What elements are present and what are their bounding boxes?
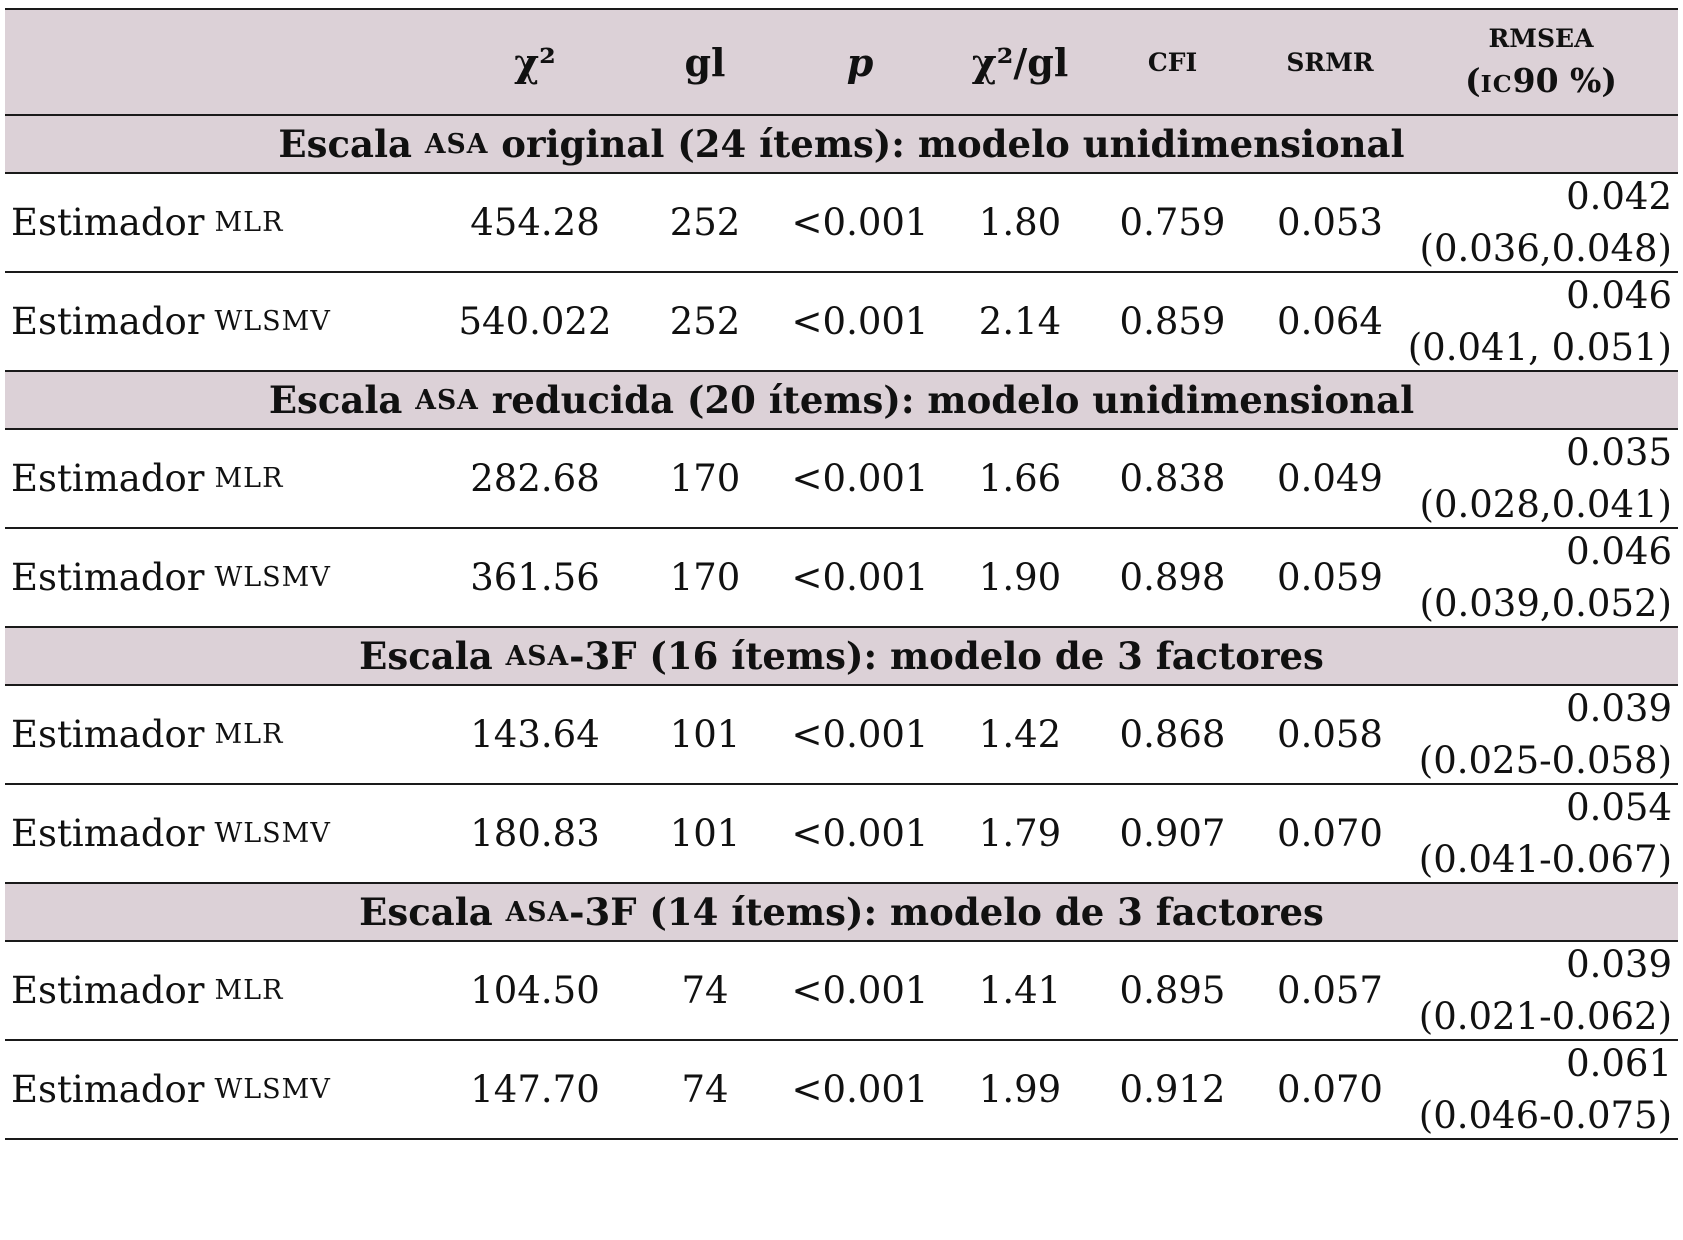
row-label <box>11 174 451 271</box>
header-srmr: SRMR <box>1286 47 1374 77</box>
estimator-text: Estimador <box>11 1068 205 1111</box>
rmsea-ci: (0.036,0.048) <box>1419 226 1672 270</box>
cell-gl: 252 <box>669 201 741 244</box>
cell-rmsea <box>1410 430 1672 527</box>
cell-gl: 101 <box>669 812 741 855</box>
estimator-text: Estimador <box>11 556 205 599</box>
estimator-method: MLR <box>214 207 284 238</box>
rmsea-ci: (0.025-0.058) <box>1418 738 1672 782</box>
rmsea-value: 0.035 <box>1566 430 1672 474</box>
section-title <box>5 115 1678 173</box>
rmsea-ci: (0.039,0.052) <box>1419 581 1672 625</box>
row-label <box>11 686 451 783</box>
header-rmsea-label: RMSEA <box>1488 23 1594 53</box>
cell-chi2-gl: 1.41 <box>978 969 1062 1012</box>
header-rmsea-ci <box>1465 60 1617 101</box>
estimator-text: Estimador <box>11 969 205 1012</box>
header-row <box>5 10 1678 114</box>
rmsea-ci: (0.028,0.041) <box>1419 482 1672 526</box>
rmsea-value: 0.039 <box>1566 686 1672 730</box>
header-rmsea-ci-ic: IC <box>1480 70 1513 98</box>
row-label <box>11 273 451 370</box>
cell-chi2: 147.70 <box>470 1068 600 1111</box>
cell-gl: 252 <box>669 300 741 343</box>
cell-rmsea <box>1410 942 1672 1039</box>
cell-gl: 170 <box>669 556 741 599</box>
cell-cfi: 0.907 <box>1119 812 1226 855</box>
cell-rmsea <box>1410 529 1672 626</box>
estimator-text: Estimador <box>11 812 205 855</box>
section-title-prefix: Escala <box>359 890 506 934</box>
row-label <box>11 785 451 882</box>
header-chi2-gl: χ²/gl <box>971 39 1069 85</box>
estimator-method: WLSMV <box>214 562 331 593</box>
estimator-method: WLSMV <box>214 306 331 337</box>
cell-chi2-gl: 1.90 <box>978 556 1062 599</box>
table-row <box>5 1041 1678 1138</box>
cell-gl: 170 <box>669 457 741 500</box>
cell-p: <0.001 <box>791 713 929 756</box>
cell-chi2-gl: 1.99 <box>978 1068 1062 1111</box>
cell-cfi: 0.759 <box>1119 201 1226 244</box>
row-label <box>11 529 451 626</box>
estimator-text: Estimador <box>11 713 205 756</box>
section-title-prefix: Escala <box>278 122 425 166</box>
cell-rmsea <box>1410 686 1672 783</box>
cell-chi2: 282.68 <box>470 457 600 500</box>
cell-chi2-gl: 1.42 <box>978 713 1062 756</box>
rmsea-ci: (0.046-0.075) <box>1418 1093 1672 1137</box>
table-row <box>5 785 1678 882</box>
cell-p: <0.001 <box>791 457 929 500</box>
rmsea-ci: (0.041, 0.051) <box>1407 325 1672 369</box>
row-label <box>11 1041 451 1138</box>
estimator-text: Estimador <box>11 201 205 244</box>
cell-rmsea <box>1410 174 1672 271</box>
rmsea-value: 0.054 <box>1566 785 1672 829</box>
estimator-text: Estimador <box>11 300 205 343</box>
header-chi2: χ² <box>514 39 556 85</box>
cell-p: <0.001 <box>791 812 929 855</box>
cell-cfi: 0.912 <box>1119 1068 1226 1111</box>
rmsea-value: 0.039 <box>1566 942 1672 986</box>
section-title-suffix: -3F (16 ítems): modelo de 3 factores <box>569 634 1324 678</box>
cell-chi2-gl: 2.14 <box>978 300 1062 343</box>
section-title-asa: ASA <box>415 384 479 416</box>
cell-rmsea <box>1407 273 1672 370</box>
header-rmsea <box>1410 10 1672 114</box>
row-label <box>11 430 451 527</box>
estimator-method: MLR <box>214 463 284 494</box>
cell-cfi: 0.868 <box>1119 713 1226 756</box>
table-row <box>5 942 1678 1039</box>
rmsea-value: 0.046 <box>1566 529 1672 573</box>
cell-srmr: 0.058 <box>1277 713 1383 756</box>
cell-srmr: 0.053 <box>1277 201 1383 244</box>
cell-chi2: 540.022 <box>458 300 612 343</box>
section-title <box>5 627 1678 685</box>
cell-p: <0.001 <box>791 201 929 244</box>
rmsea-ci: (0.021-0.062) <box>1418 994 1672 1038</box>
cell-gl: 74 <box>681 969 729 1012</box>
cell-p: <0.001 <box>791 300 929 343</box>
table-row <box>5 686 1678 783</box>
cell-srmr: 0.064 <box>1277 300 1383 343</box>
section-title-suffix: reducida (20 ítems): modelo unidimensional <box>478 378 1415 422</box>
table-row <box>5 529 1678 626</box>
cell-rmsea <box>1410 1041 1672 1138</box>
section-title <box>5 371 1678 429</box>
cell-cfi: 0.838 <box>1119 457 1226 500</box>
section-title-suffix: -3F (14 ítems): modelo de 3 factores <box>569 890 1324 934</box>
row-label <box>11 942 451 1039</box>
rmsea-value: 0.042 <box>1566 174 1672 218</box>
estimator-method: MLR <box>214 975 284 1006</box>
table-row <box>5 273 1678 370</box>
cell-p: <0.001 <box>791 556 929 599</box>
header-rmsea-ci-open: ( <box>1464 61 1481 100</box>
cell-chi2: 454.28 <box>470 201 600 244</box>
cell-cfi: 0.898 <box>1119 556 1226 599</box>
table-row <box>5 430 1678 527</box>
cell-srmr: 0.057 <box>1277 969 1383 1012</box>
cell-gl: 101 <box>669 713 741 756</box>
section-title-asa: ASA <box>505 640 570 672</box>
section-title-prefix: Escala <box>268 378 416 422</box>
cell-srmr: 0.070 <box>1277 812 1383 855</box>
header-gl: gl <box>684 39 726 85</box>
row-rule <box>5 1138 1678 1140</box>
header-p: p <box>846 39 874 85</box>
cell-cfi: 0.859 <box>1119 300 1226 343</box>
section-title-suffix: original (24 ítems): modelo unidimensional <box>488 122 1405 166</box>
cell-rmsea <box>1410 785 1672 882</box>
rmsea-ci: (0.041-0.067) <box>1418 837 1672 881</box>
cell-cfi: 0.895 <box>1119 969 1226 1012</box>
header-cfi: CFI <box>1147 47 1198 77</box>
estimator-method: MLR <box>214 719 284 750</box>
estimator-method: WLSMV <box>214 1074 331 1105</box>
cell-chi2: 180.83 <box>470 812 600 855</box>
estimator-text: Estimador <box>11 457 205 500</box>
cell-srmr: 0.059 <box>1277 556 1383 599</box>
cell-chi2: 143.64 <box>470 713 600 756</box>
estimator-method: WLSMV <box>214 818 331 849</box>
section-title-asa: ASA <box>424 128 489 160</box>
cell-srmr: 0.049 <box>1277 457 1383 500</box>
cell-chi2: 104.50 <box>470 969 600 1012</box>
header-rmsea-ci-level: 90 %) <box>1512 61 1618 100</box>
cell-chi2-gl: 1.80 <box>978 201 1062 244</box>
cell-gl: 74 <box>681 1068 729 1111</box>
cell-p: <0.001 <box>791 1068 929 1111</box>
cell-chi2: 361.56 <box>470 556 600 599</box>
rmsea-value: 0.046 <box>1566 273 1672 317</box>
cell-chi2-gl: 1.79 <box>978 812 1062 855</box>
section-title-asa: ASA <box>505 896 570 928</box>
cell-p: <0.001 <box>791 969 929 1012</box>
section-title-prefix: Escala <box>359 634 506 678</box>
section-title <box>5 883 1678 941</box>
table-row <box>5 174 1678 271</box>
cell-srmr: 0.070 <box>1277 1068 1383 1111</box>
cell-chi2-gl: 1.66 <box>978 457 1062 500</box>
rmsea-value: 0.061 <box>1566 1041 1672 1085</box>
